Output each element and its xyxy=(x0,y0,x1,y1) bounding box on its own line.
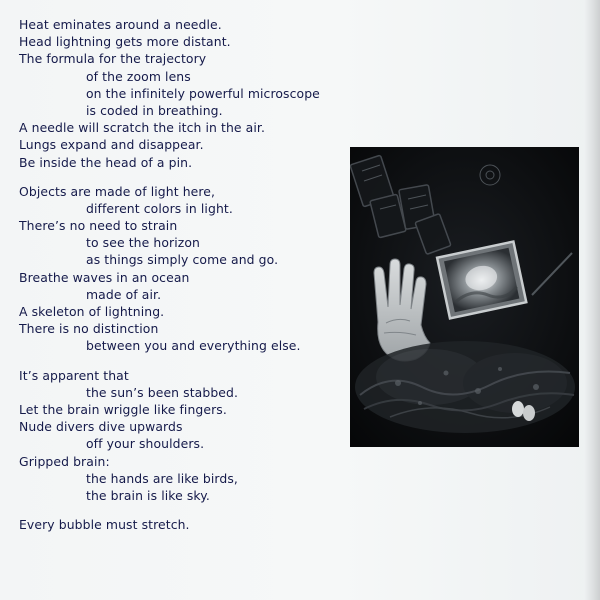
poem-line-indented: the brain is like sky. xyxy=(86,487,210,503)
poem-line: Be inside the head of a pin. xyxy=(19,154,193,170)
poem-line-indented: off your shoulders. xyxy=(86,436,205,452)
poem-line-indented: of the zoom lens xyxy=(86,68,191,84)
poem-line: Head lightning gets more distant. xyxy=(19,34,231,50)
photo-illustration xyxy=(350,147,579,447)
stanza xyxy=(19,183,339,355)
poem-line-indented: to see the horizon xyxy=(86,235,200,251)
stanza-gap xyxy=(19,171,339,183)
stanza xyxy=(19,516,339,533)
poem-line: It’s apparent that xyxy=(19,367,129,383)
poem-line-indented: the hands are like birds, xyxy=(86,470,238,486)
poem-line: Every bubble must stretch. xyxy=(19,517,190,533)
poem-line-indented: is coded in breathing. xyxy=(86,102,223,118)
poem-text xyxy=(19,16,339,533)
stanza xyxy=(19,16,339,171)
page-fold-shadow xyxy=(584,0,600,600)
poem-line-indented: on the infinitely powerful microscope xyxy=(86,85,320,101)
poem-line: There’s no need to strain xyxy=(19,218,178,234)
poem-line-indented: the sun’s been stabbed. xyxy=(86,384,239,400)
stanza-gap xyxy=(19,504,339,516)
poem-line-indented: between you and everything else. xyxy=(86,338,301,354)
poem-line: A needle will scratch the itch in the air. xyxy=(19,120,266,136)
poem-line-indented: as things simply come and go. xyxy=(86,252,279,268)
poem-line: Let the brain wriggle like fingers. xyxy=(19,401,227,417)
poem-line: Gripped brain: xyxy=(19,453,110,469)
stanza-gap xyxy=(19,355,339,367)
poem-line: Lungs expand and disappear. xyxy=(19,137,204,153)
stanza xyxy=(19,367,339,505)
poem-line: Objects are made of light here, xyxy=(19,183,216,199)
poem-line: Breathe waves in an ocean xyxy=(19,269,190,285)
poem-line: A skeleton of lightning. xyxy=(19,304,165,319)
poem-line-indented: made of air. xyxy=(86,286,162,302)
poem-line: There is no distinction xyxy=(19,321,159,337)
poem-line: The formula for the trajectory xyxy=(19,51,207,67)
poem-line-indented: different colors in light. xyxy=(86,200,233,216)
photo-collage-image xyxy=(350,147,579,447)
poem-line: Nude divers dive upwards xyxy=(19,419,183,435)
poem-line: Heat eminates around a needle. xyxy=(19,17,222,32)
